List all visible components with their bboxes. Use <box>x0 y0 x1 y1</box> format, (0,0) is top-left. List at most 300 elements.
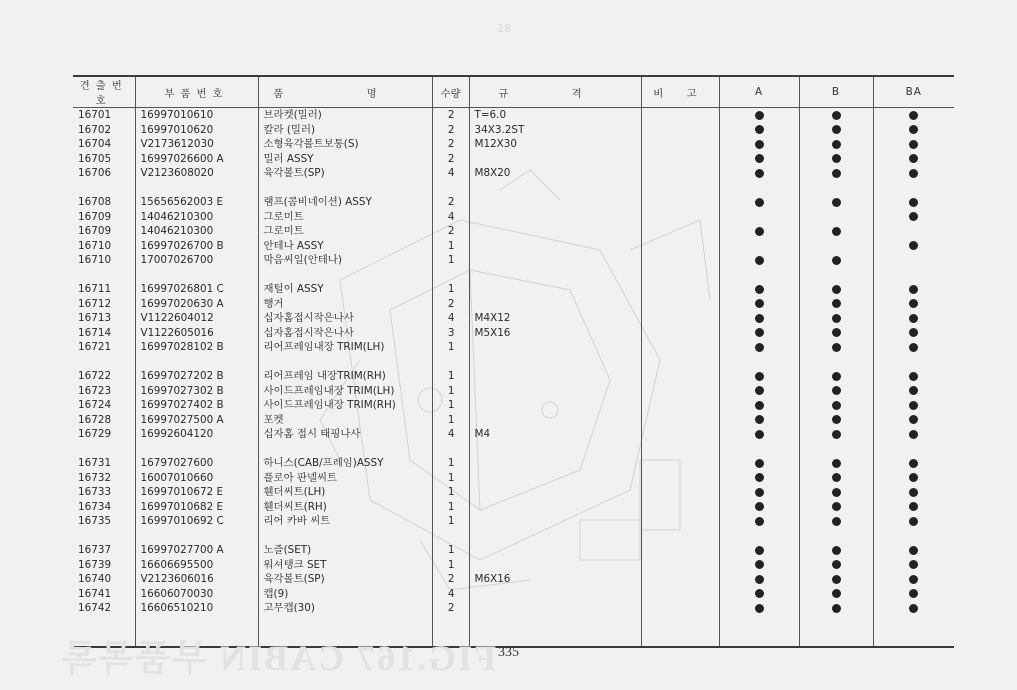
name-cell: 칼라 (밀러) <box>258 123 432 138</box>
spec-cell: M8X20 <box>469 166 641 181</box>
ref-cell: 16740 <box>78 573 112 585</box>
model-ba-cell <box>873 427 954 442</box>
applicability-dot-icon <box>832 575 841 584</box>
spacer-cell <box>641 616 719 647</box>
ref-cell: 16712 <box>78 297 112 310</box>
model-ba-cell <box>873 224 954 239</box>
spacer-cell <box>258 181 432 196</box>
spacer-cell <box>799 181 873 196</box>
applicability-dot-icon <box>909 401 918 410</box>
applicability-dot-icon <box>755 517 764 526</box>
table-row <box>73 210 954 225</box>
remarks-cell <box>641 297 719 312</box>
applicability-dot-icon <box>755 546 764 555</box>
header-ref-no: 견출번호 <box>73 76 135 108</box>
table-spacer-row <box>73 181 954 196</box>
spec-cell <box>469 456 641 471</box>
part-no-cell: 16997010620 <box>135 123 258 138</box>
spacer-cell <box>469 355 641 370</box>
remarks-cell <box>641 137 719 152</box>
ref-cell: 16701 <box>78 109 112 121</box>
part-no-cell: 16997026600 A <box>135 152 258 167</box>
applicability-dot-icon <box>832 604 841 613</box>
ref-cell: 16713 <box>78 312 112 324</box>
model-b-cell <box>799 456 873 471</box>
table-spacer-row <box>73 529 954 544</box>
model-ba-cell <box>873 340 954 355</box>
ref-cell: 16706 <box>78 167 112 179</box>
model-a-cell <box>719 166 799 181</box>
name-cell: 하니스(CAB/프레임)ASSY <box>258 456 432 471</box>
part-no-cell: 16997010692 C <box>135 514 258 529</box>
spacer-cell <box>799 616 873 647</box>
qty-cell: 2 <box>432 572 469 587</box>
spacer-cell <box>258 529 432 544</box>
header-part-no: 부품번호 <box>135 76 258 108</box>
table-row <box>73 601 954 616</box>
applicability-dot-icon <box>832 169 841 178</box>
applicability-dot-icon <box>755 502 764 511</box>
applicability-dot-icon <box>755 256 764 265</box>
applicability-dot-icon <box>832 299 841 308</box>
ref-cell: 16704 <box>78 138 112 150</box>
model-a-cell <box>719 587 799 602</box>
ref-cell: 16710 <box>78 239 112 252</box>
spacer-cell <box>469 181 641 196</box>
applicability-dot-icon <box>832 502 841 511</box>
table-row <box>73 500 954 515</box>
model-b-cell <box>799 369 873 384</box>
model-ba-cell <box>873 456 954 471</box>
part-no-cell: 16997026801 C <box>135 282 258 297</box>
spec-cell <box>469 340 641 355</box>
spec-cell <box>469 500 641 515</box>
table-row <box>73 282 954 297</box>
model-a-cell <box>719 471 799 486</box>
part-no-cell: V2173612030 <box>135 137 258 152</box>
header-spec: 규 격 <box>469 76 641 108</box>
ref-cell: 16737 <box>78 544 112 556</box>
applicability-dot-icon <box>909 328 918 337</box>
spacer-cell <box>258 268 432 283</box>
part-no-cell: 16797027600 <box>135 456 258 471</box>
part-no-cell: 16997028102 B <box>135 340 258 355</box>
qty-cell: 1 <box>432 543 469 558</box>
model-ba-cell <box>873 108 954 123</box>
model-a-cell <box>719 108 799 123</box>
spec-cell <box>469 543 641 558</box>
spacer-cell <box>135 268 258 283</box>
model-b-cell <box>799 558 873 573</box>
spacer-cell <box>258 355 432 370</box>
name-cell: 포켓 <box>258 413 432 428</box>
ref-cell: 16705 <box>78 152 112 165</box>
part-no-cell: 16997010682 E <box>135 500 258 515</box>
spacer-cell <box>873 616 954 647</box>
name-cell: 노즐(SET) <box>258 543 432 558</box>
model-ba-cell <box>873 413 954 428</box>
part-no-cell: 16997027202 B <box>135 369 258 384</box>
model-a-cell <box>719 253 799 268</box>
table-row <box>73 485 954 500</box>
remarks-cell <box>641 500 719 515</box>
ref-cell: 16710 <box>78 254 112 266</box>
table-row <box>73 413 954 428</box>
qty-cell: 4 <box>432 587 469 602</box>
applicability-dot-icon <box>909 575 918 584</box>
model-ba-cell <box>873 253 954 268</box>
header-col-a: A <box>719 76 799 108</box>
table-row <box>73 253 954 268</box>
model-b-cell <box>799 340 873 355</box>
spacer-cell <box>73 181 135 196</box>
spec-cell: 34X3.2ST <box>469 123 641 138</box>
spacer-cell <box>873 442 954 457</box>
model-b-cell <box>799 152 873 167</box>
ref-cell: 16708 <box>78 196 112 208</box>
applicability-dot-icon <box>909 517 918 526</box>
applicability-dot-icon <box>909 241 918 250</box>
table-row <box>73 572 954 587</box>
applicability-dot-icon <box>909 372 918 381</box>
model-a-cell <box>719 456 799 471</box>
part-no-cell: 16997027302 B <box>135 384 258 399</box>
spacer-cell <box>258 442 432 457</box>
model-a-cell <box>719 369 799 384</box>
remarks-cell <box>641 471 719 486</box>
applicability-dot-icon <box>755 299 764 308</box>
ref-cell: 16742 <box>78 602 112 614</box>
part-no-cell: 16997010672 E <box>135 485 258 500</box>
part-no-cell: 16992604120 <box>135 427 258 442</box>
qty-cell: 2 <box>432 123 469 138</box>
applicability-dot-icon <box>755 589 764 598</box>
qty-cell: 1 <box>432 500 469 515</box>
applicability-dot-icon <box>909 140 918 149</box>
applicability-dot-icon <box>909 415 918 424</box>
name-cell: 안테나 ASSY <box>258 239 432 254</box>
table-row <box>73 152 954 167</box>
spacer-cell <box>432 181 469 196</box>
model-b-cell <box>799 500 873 515</box>
table-spacer-row <box>73 268 954 283</box>
table-row <box>73 311 954 326</box>
applicability-dot-icon <box>832 372 841 381</box>
model-ba-cell <box>873 471 954 486</box>
table-spacer-row <box>73 442 954 457</box>
spec-cell: M6X16 <box>469 572 641 587</box>
model-a-cell <box>719 543 799 558</box>
remarks-cell <box>641 123 719 138</box>
spec-cell: M4 <box>469 427 641 442</box>
ref-cell: 16731 <box>78 457 112 469</box>
spacer-cell <box>432 442 469 457</box>
spec-cell <box>469 224 641 239</box>
ref-cell: 16733 <box>78 486 112 498</box>
applicability-dot-icon <box>755 314 764 323</box>
ref-cell: 16711 <box>78 283 112 295</box>
table-spacer-row <box>73 355 954 370</box>
spacer-cell <box>873 181 954 196</box>
model-a-cell <box>719 384 799 399</box>
spec-cell <box>469 369 641 384</box>
spacer-cell <box>799 268 873 283</box>
name-cell: 사이드프레임내장 TRIM(RH) <box>258 398 432 413</box>
remarks-cell <box>641 239 719 254</box>
model-ba-cell <box>873 369 954 384</box>
model-a-cell <box>719 152 799 167</box>
model-ba-cell <box>873 587 954 602</box>
spacer-cell <box>719 181 799 196</box>
name-cell: 휀더씨트(RH) <box>258 500 432 515</box>
applicability-dot-icon <box>909 459 918 468</box>
table-row <box>73 123 954 138</box>
applicability-dot-icon <box>832 125 841 134</box>
ref-cell: 16709 <box>78 225 112 237</box>
table-row <box>73 369 954 384</box>
ref-cell: 16724 <box>78 399 112 411</box>
model-a-cell <box>719 297 799 312</box>
spacer-cell <box>799 442 873 457</box>
qty-cell: 2 <box>432 195 469 210</box>
bleed-through-mark: 18 <box>497 22 511 35</box>
header-name: 품 명 <box>258 76 432 108</box>
model-b-cell <box>799 210 873 225</box>
model-ba-cell <box>873 210 954 225</box>
qty-cell: 1 <box>432 340 469 355</box>
remarks-cell <box>641 456 719 471</box>
ref-cell: 16721 <box>78 341 112 353</box>
applicability-dot-icon <box>832 140 841 149</box>
name-cell: 캡(9) <box>258 587 432 602</box>
applicability-dot-icon <box>755 328 764 337</box>
model-a-cell <box>719 427 799 442</box>
model-b-cell <box>799 587 873 602</box>
applicability-dot-icon <box>909 125 918 134</box>
model-b-cell <box>799 384 873 399</box>
qty-cell: 1 <box>432 384 469 399</box>
remarks-cell <box>641 601 719 616</box>
table-row <box>73 137 954 152</box>
qty-cell: 1 <box>432 456 469 471</box>
spacer-cell <box>719 442 799 457</box>
spec-cell: M5X16 <box>469 326 641 341</box>
spec-cell <box>469 253 641 268</box>
applicability-dot-icon <box>832 473 841 482</box>
spec-cell: M12X30 <box>469 137 641 152</box>
applicability-dot-icon <box>832 285 841 294</box>
header-remarks: 비 고 <box>641 76 719 108</box>
applicability-dot-icon <box>755 473 764 482</box>
spec-cell <box>469 601 641 616</box>
table-row <box>73 456 954 471</box>
spacer-cell <box>135 355 258 370</box>
ref-cell: 16741 <box>78 587 112 600</box>
spacer-cell <box>641 529 719 544</box>
spec-cell <box>469 152 641 167</box>
model-b-cell <box>799 398 873 413</box>
name-cell: 휀더씨트(LH) <box>258 485 432 500</box>
spacer-cell <box>641 268 719 283</box>
qty-cell: 2 <box>432 152 469 167</box>
spec-cell <box>469 210 641 225</box>
table-row <box>73 326 954 341</box>
model-b-cell <box>799 326 873 341</box>
model-ba-cell <box>873 398 954 413</box>
applicability-dot-icon <box>755 415 764 424</box>
remarks-cell <box>641 282 719 297</box>
applicability-dot-icon <box>832 459 841 468</box>
qty-cell: 4 <box>432 210 469 225</box>
model-a-cell <box>719 500 799 515</box>
applicability-dot-icon <box>909 560 918 569</box>
model-b-cell <box>799 166 873 181</box>
ref-cell: 16734 <box>78 500 112 513</box>
spacer-cell <box>873 268 954 283</box>
part-no-cell: 16997010610 <box>135 108 258 123</box>
header-col-b: B <box>799 76 873 108</box>
model-a-cell <box>719 398 799 413</box>
spacer-cell <box>432 268 469 283</box>
applicability-dot-icon <box>755 169 764 178</box>
qty-cell: 1 <box>432 485 469 500</box>
model-ba-cell <box>873 239 954 254</box>
qty-cell: 2 <box>432 601 469 616</box>
part-no-cell: 16997027700 A <box>135 543 258 558</box>
ref-cell: 16709 <box>78 210 112 223</box>
model-b-cell <box>799 311 873 326</box>
spec-cell <box>469 485 641 500</box>
spacer-cell <box>719 355 799 370</box>
applicability-dot-icon <box>832 154 841 163</box>
applicability-dot-icon <box>909 169 918 178</box>
name-cell: 십자홈접시작은나사 <box>258 311 432 326</box>
name-cell: 행거 <box>258 297 432 312</box>
spacer-cell <box>719 529 799 544</box>
ref-cell: 16735 <box>78 515 112 527</box>
part-no-cell: 16997020630 A <box>135 297 258 312</box>
name-cell: 리어 카바 씨트 <box>258 514 432 529</box>
model-ba-cell <box>873 543 954 558</box>
applicability-dot-icon <box>832 111 841 120</box>
spacer-cell <box>469 268 641 283</box>
applicability-dot-icon <box>909 111 918 120</box>
model-a-cell <box>719 485 799 500</box>
model-b-cell <box>799 471 873 486</box>
spacer-cell <box>873 529 954 544</box>
qty-cell: 3 <box>432 326 469 341</box>
name-cell: 램프(콤비네이션) ASSY <box>258 195 432 210</box>
applicability-dot-icon <box>755 140 764 149</box>
model-b-cell <box>799 239 873 254</box>
name-cell: 막음씨일(안테나) <box>258 253 432 268</box>
applicability-dot-icon <box>909 473 918 482</box>
model-b-cell <box>799 514 873 529</box>
applicability-dot-icon <box>755 560 764 569</box>
applicability-dot-icon <box>909 604 918 613</box>
model-a-cell <box>719 239 799 254</box>
applicability-dot-icon <box>755 430 764 439</box>
applicability-dot-icon <box>832 517 841 526</box>
applicability-dot-icon <box>755 401 764 410</box>
part-no-cell: V2123606016 <box>135 572 258 587</box>
remarks-cell <box>641 384 719 399</box>
qty-cell: 2 <box>432 224 469 239</box>
part-no-cell: 17007026700 <box>135 253 258 268</box>
applicability-dot-icon <box>755 575 764 584</box>
applicability-dot-icon <box>832 227 841 236</box>
table-row <box>73 166 954 181</box>
model-a-cell <box>719 413 799 428</box>
spec-cell <box>469 514 641 529</box>
ref-cell: 16723 <box>78 384 112 397</box>
spacer-cell <box>73 529 135 544</box>
applicability-dot-icon <box>755 285 764 294</box>
part-no-cell: 14046210300 <box>135 224 258 239</box>
applicability-dot-icon <box>832 328 841 337</box>
applicability-dot-icon <box>909 343 918 352</box>
spacer-cell <box>719 268 799 283</box>
model-ba-cell <box>873 384 954 399</box>
name-cell: 브라켓(밀러) <box>258 108 432 123</box>
remarks-cell <box>641 398 719 413</box>
model-b-cell <box>799 297 873 312</box>
model-ba-cell <box>873 558 954 573</box>
spec-cell <box>469 471 641 486</box>
qty-cell: 4 <box>432 311 469 326</box>
applicability-dot-icon <box>909 502 918 511</box>
model-b-cell <box>799 413 873 428</box>
model-b-cell <box>799 137 873 152</box>
remarks-cell <box>641 369 719 384</box>
model-a-cell <box>719 311 799 326</box>
applicability-dot-icon <box>909 546 918 555</box>
model-ba-cell <box>873 326 954 341</box>
table-row <box>73 224 954 239</box>
applicability-dot-icon <box>832 560 841 569</box>
model-a-cell <box>719 572 799 587</box>
model-a-cell <box>719 514 799 529</box>
model-ba-cell <box>873 500 954 515</box>
applicability-dot-icon <box>909 386 918 395</box>
spacer-cell <box>432 355 469 370</box>
parts-table <box>73 75 954 648</box>
model-a-cell <box>719 340 799 355</box>
remarks-cell <box>641 413 719 428</box>
spec-cell <box>469 297 641 312</box>
model-ba-cell <box>873 297 954 312</box>
table-row <box>73 384 954 399</box>
model-ba-cell <box>873 123 954 138</box>
applicability-dot-icon <box>832 415 841 424</box>
remarks-cell <box>641 108 719 123</box>
spacer-cell <box>135 442 258 457</box>
applicability-dot-icon <box>909 212 918 221</box>
model-b-cell <box>799 253 873 268</box>
ref-cell: 16732 <box>78 471 112 484</box>
spacer-cell <box>719 616 799 647</box>
applicability-dot-icon <box>832 343 841 352</box>
model-ba-cell <box>873 572 954 587</box>
header-col-ba: BA <box>873 76 954 108</box>
model-ba-cell <box>873 601 954 616</box>
remarks-cell <box>641 166 719 181</box>
name-cell: 리어프레임 내장TRIM(RH) <box>258 369 432 384</box>
remarks-cell <box>641 224 719 239</box>
spacer-cell <box>73 268 135 283</box>
ref-cell: 16729 <box>78 428 112 440</box>
table-row <box>73 398 954 413</box>
